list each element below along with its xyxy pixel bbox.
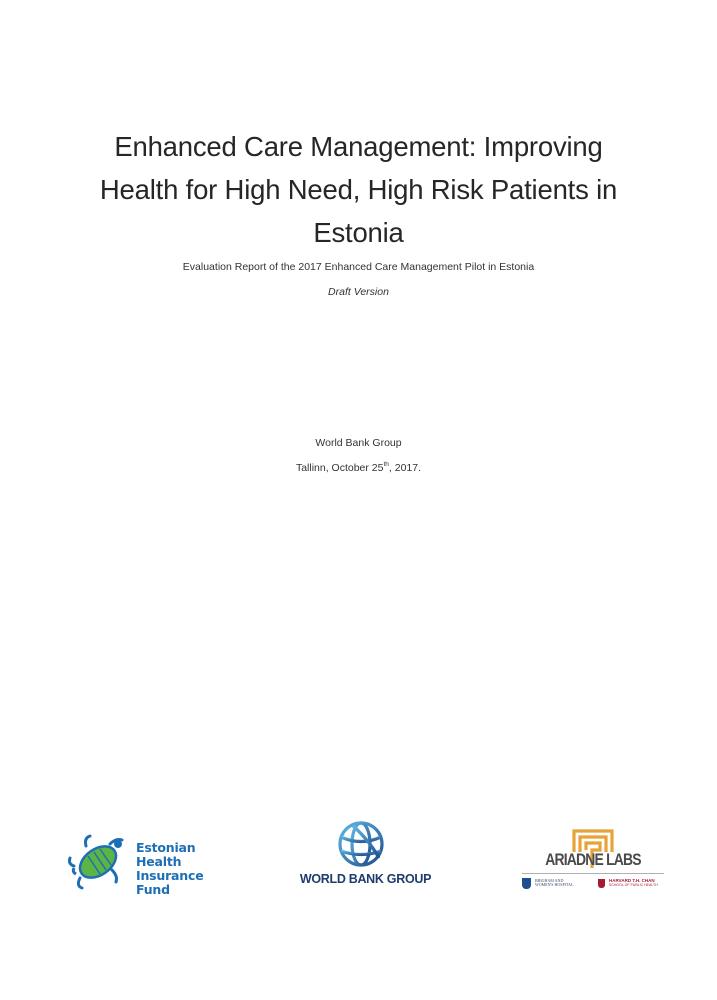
globe-icon bbox=[335, 818, 387, 870]
harvard-partner-logo: HARVARD T.H. CHAN SCHOOL OF PUBLIC HEALTH bbox=[598, 877, 658, 889]
title-line-1: Enhanced Care Management: Improving bbox=[114, 131, 603, 162]
ehif-logo bbox=[66, 830, 246, 897]
ariadne-wordmark: ARIADNE LABS bbox=[545, 850, 641, 869]
document-title bbox=[60, 125, 657, 254]
title-line-3: Estonia bbox=[313, 217, 404, 248]
bwh-partner-logo: BRIGHAM AND WOMEN'S HOSPITAL bbox=[522, 877, 574, 889]
ariadne-labs-logo bbox=[518, 828, 668, 894]
organization-name: World Bank Group bbox=[315, 437, 402, 449]
shield-icon bbox=[598, 879, 605, 888]
dateline bbox=[60, 461, 657, 474]
turtle-icon bbox=[66, 830, 128, 892]
dateline-suffix: , 2017. bbox=[388, 462, 422, 474]
world-bank-logo bbox=[293, 818, 438, 888]
dateline-prefix: Tallinn, October 25 bbox=[295, 462, 384, 474]
document-subtitle: Evaluation Report of the 2017 Enhanced Care Management Pilot in Estonia bbox=[182, 261, 535, 273]
world-bank-wordmark: WORLD BANK GROUP bbox=[299, 872, 432, 886]
divider bbox=[522, 873, 664, 874]
dateline-superscript: th bbox=[383, 461, 389, 468]
shield-icon bbox=[522, 878, 531, 889]
ehif-name: Estonian Health Insurance Fund bbox=[136, 840, 204, 897]
title-line-2: Health for High Need, High Risk Patients in bbox=[99, 174, 618, 205]
version-label: Draft Version bbox=[328, 286, 389, 298]
